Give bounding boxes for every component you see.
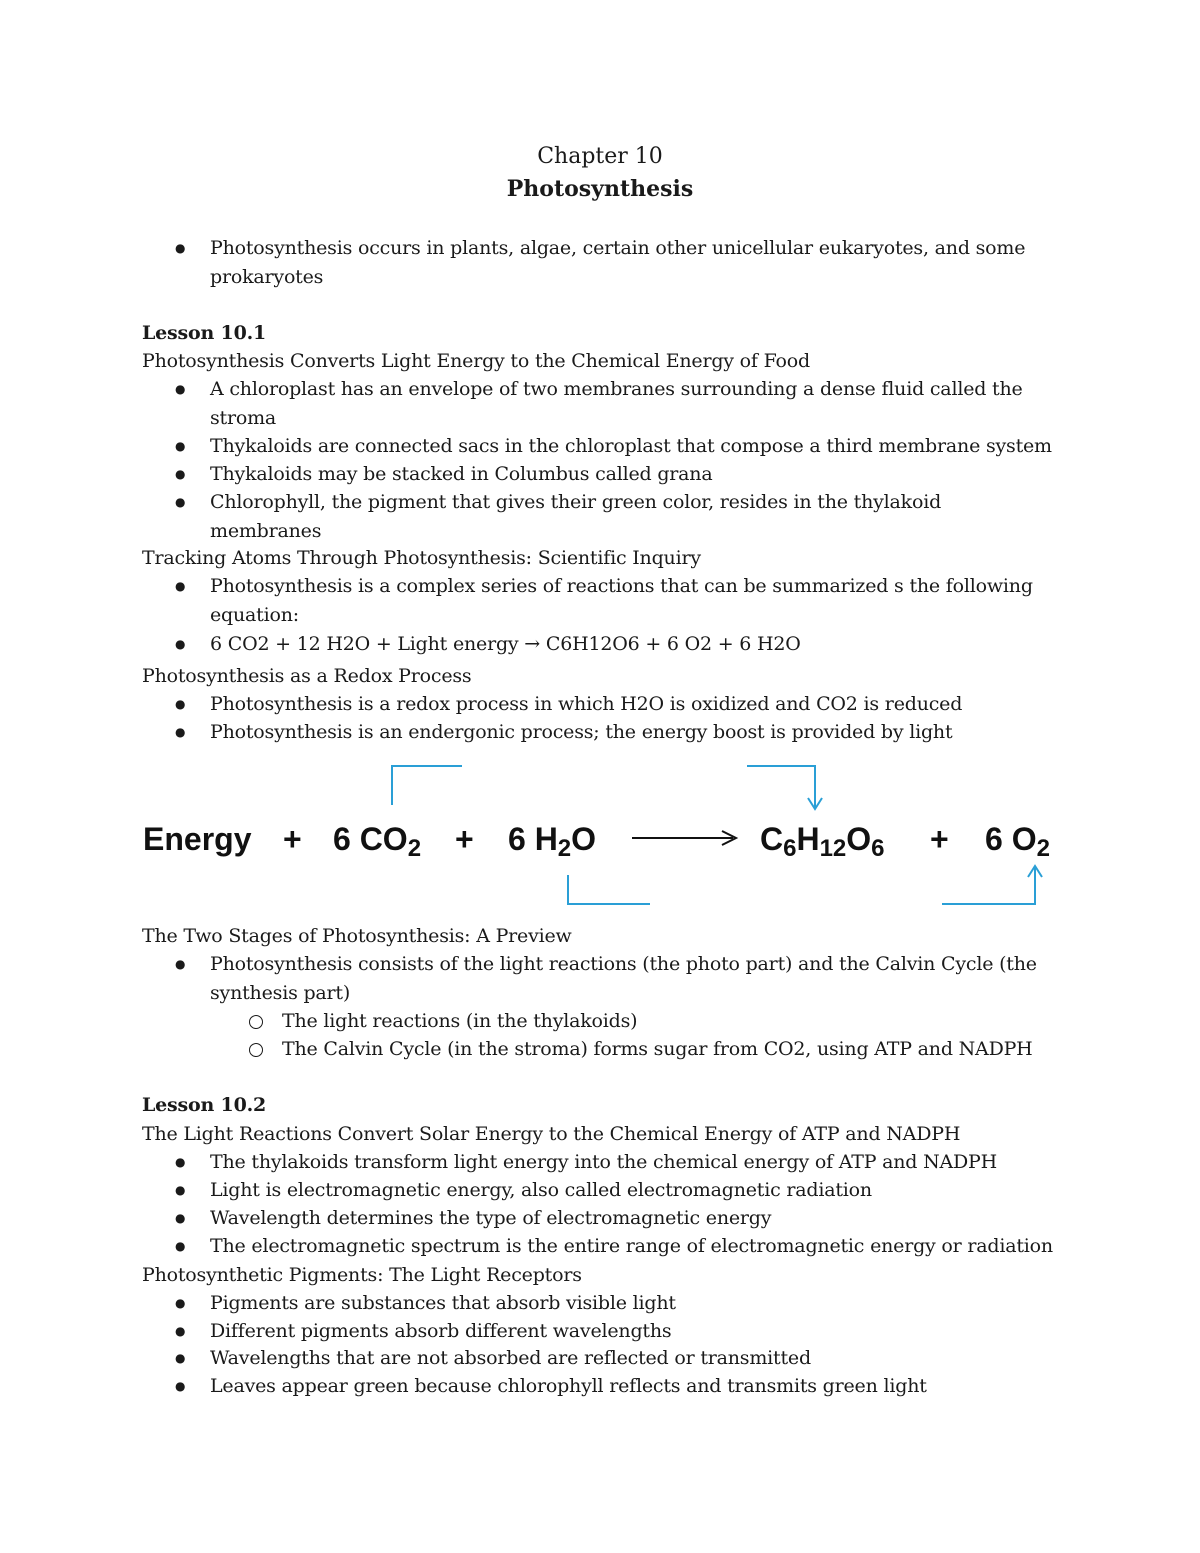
- list-item: ● Wavelengths that are not absorbed are reflected or transmitted: [210, 1344, 1070, 1373]
- oxidized-arrow-icon: [942, 866, 1042, 904]
- co2-connector-line: [392, 766, 462, 805]
- list-item: ● Photosynthesis consists of the light reactions (the photo part) and the Calvin Cycle (the synthesis part): [210, 950, 1070, 1007]
- equation-text: [143, 821, 1050, 862]
- sub-list-item: The light reactions (in the thylakoids): [282, 1007, 1082, 1036]
- list-item: ● Wavelength determines the type of electromagnetic energy: [210, 1204, 1070, 1233]
- chapter-number: Chapter 10: [537, 144, 663, 169]
- list-item: ● Different pigments absorb different wavelengths: [210, 1317, 1070, 1346]
- section-heading: The Two Stages of Photosynthesis: A Preview: [142, 925, 572, 947]
- list-item: ● Light is electromagnetic energy, also called electromagnetic radiation: [210, 1176, 1070, 1205]
- intro-bullet: ● Photosynthesis occurs in plants, algae, certain other unicellular eukaryotes, and some prokaryotes: [210, 234, 1070, 291]
- list-item: ● Photosynthesis is an endergonic process; the energy boost is provided by light: [210, 718, 1070, 747]
- section-heading: Photosynthesis as a Redox Process: [142, 665, 472, 687]
- h2o-term: 6 H2O: [508, 821, 597, 862]
- list-item: ● Leaves appear green because chlorophyll reflects and transmits green light: [210, 1372, 1070, 1401]
- equation-bullet: ● 6 CO2 + 12 H2O + Light energy → C6H12O6 + 6 O2 + 6 H2O: [210, 630, 1070, 659]
- list-item: ● Photosynthesis is a complex series of reactions that can be summarized s the following equation:: [210, 572, 1070, 629]
- lesson-label: Lesson 10.2: [142, 1094, 267, 1116]
- list-item: ● A chloroplast has an envelope of two membranes surrounding a dense fluid called the stroma: [210, 375, 1070, 432]
- chapter-title: [0, 141, 1200, 205]
- sub-list-item: The Calvin Cycle (in the stroma) forms sugar from CO2, using ATP and NADPH: [282, 1035, 1082, 1064]
- plus-sign: +: [455, 821, 474, 857]
- list-item: ● The thylakoids transform light energy into the chemical energy of ATP and NADPH: [210, 1148, 1070, 1177]
- plus-sign: +: [930, 821, 949, 857]
- list-item: ● Chlorophyll, the pigment that gives their green color, resides in the thylakoid membranes: [210, 488, 1070, 545]
- list-item: ● Photosynthesis is a redox process in which H2O is oxidized and CO2 is reduced: [210, 690, 1070, 719]
- reduced-arrow-icon: [747, 766, 822, 809]
- o2-term: 6 O2: [985, 821, 1050, 862]
- section-heading: Photosynthetic Pigments: The Light Receptors: [142, 1264, 582, 1286]
- section-heading: The Light Reactions Convert Solar Energy to the Chemical Energy of ATP and NADPH: [142, 1123, 961, 1145]
- glucose-term: C6H12O6: [760, 821, 885, 862]
- redox-equation-figure: [0, 755, 1200, 915]
- list-item: ● Pigments are substances that absorb visible light: [210, 1289, 1070, 1318]
- chapter-subject: Photosynthesis: [506, 176, 694, 202]
- h2o-connector-line: [568, 875, 650, 904]
- section-heading: Photosynthesis Converts Light Energy to the Chemical Energy of Food: [142, 350, 810, 372]
- section-heading: Tracking Atoms Through Photosynthesis: Scientific Inquiry: [142, 547, 701, 569]
- energy-term: Energy: [143, 821, 252, 857]
- lesson-label: Lesson 10.1: [142, 322, 267, 344]
- plus-sign: +: [283, 821, 302, 857]
- list-item: ● The electromagnetic spectrum is the entire range of electromagnetic energy or radiation: [210, 1232, 1070, 1261]
- list-item: ● Thykaloids are connected sacs in the chloroplast that compose a third membrane system: [210, 432, 1070, 461]
- list-item: ● Thykaloids may be stacked in Columbus called grana: [210, 460, 1070, 489]
- reaction-arrow: [632, 831, 736, 845]
- co2-term: 6 CO2: [333, 821, 422, 862]
